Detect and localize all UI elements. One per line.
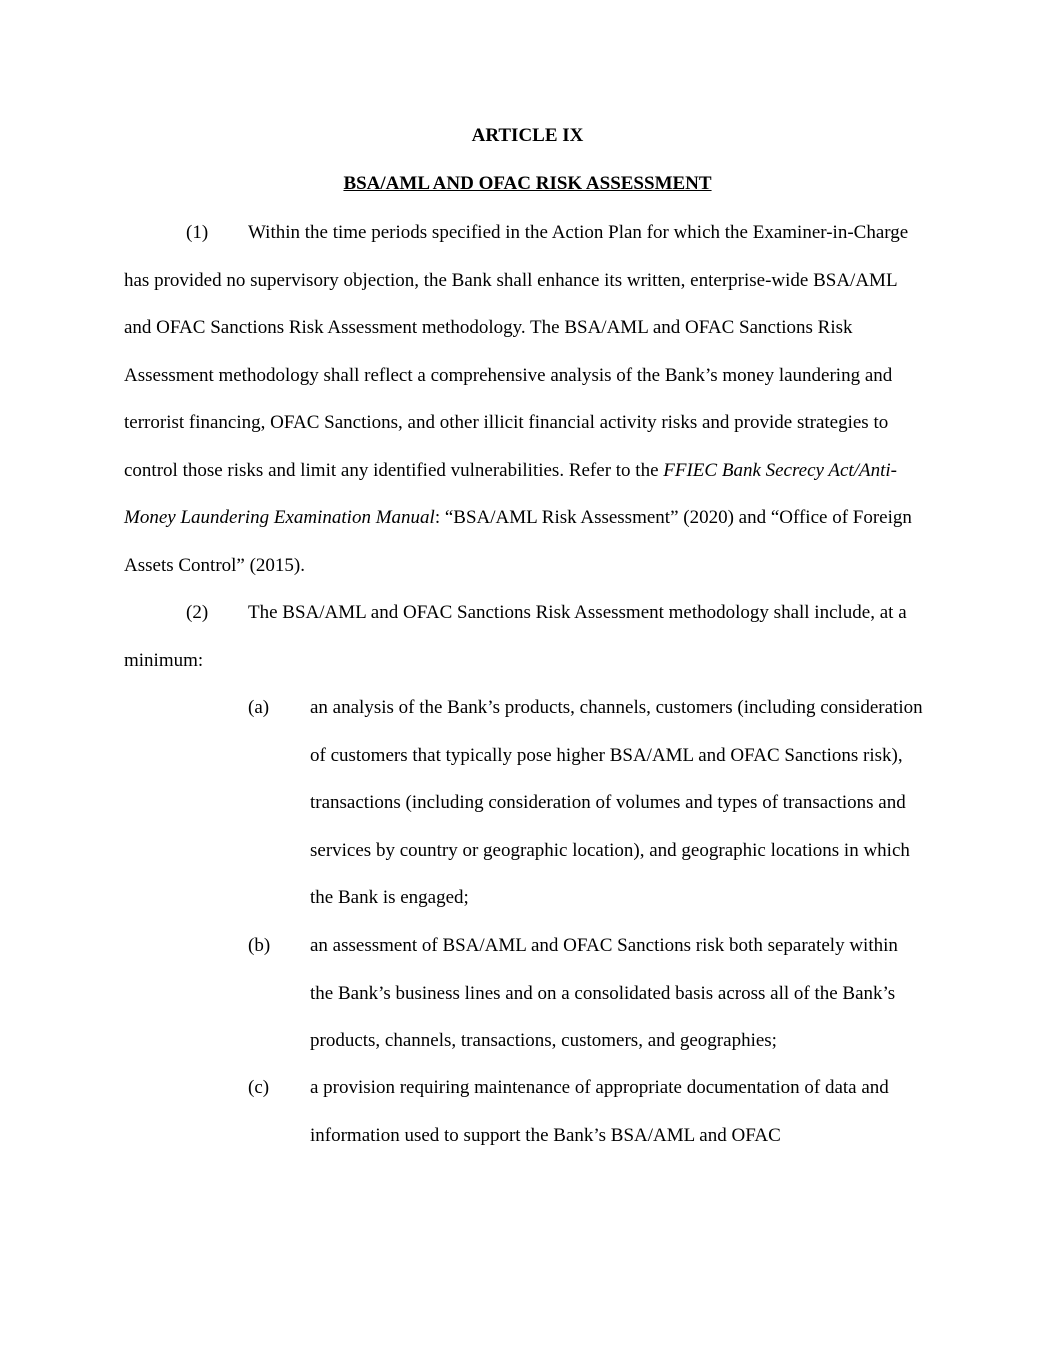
list-item-c <box>248 1064 924 1159</box>
list-item-a-label: (a) <box>248 697 270 718</box>
paragraph-1-text: Within the time periods specified in the Action Plan for which the Examiner-in-Charge has provided no supervisory objection, the Bank shall enhance its written, enterprise-wide BSA/AML and OFAC Sanctions Risk Assessment methodology. The BSA/AML and OFAC Sanctions Risk Assessment methodology shall reflect a comprehensive analysis of the Bank’s money laundering and terrorist financing, OFAC Sanctions, and other illicit financial activity risks and provide strategies to control those risks and limit any identified vulnerabilities. Refer to the <box>124 222 909 481</box>
list-item-c-text: a provision requiring maintenance of appropriate documentation of data and information used to support the Bank’s BSA/AML and OFAC <box>310 1077 889 1146</box>
article-title: ARTICLE IX <box>471 125 584 146</box>
paragraph-1-text-end: : “BSA/AML Risk Assessment” (2020) and “Office of Foreign Assets Control” (2015). <box>124 507 912 576</box>
list-item-c-label: (c) <box>248 1077 270 1098</box>
list-item-a-text: an analysis of the Bank’s products, channels, customers (including consideration of customers that typically pose higher BSA/AML and OFAC Sanctions risk), transactions (including consideration of volumes and types of transactions and services by country or geographic location), and geographic locations in which the Bank is engaged; <box>310 697 923 908</box>
paragraph-2 <box>124 589 924 684</box>
paragraph-2-text: The BSA/AML and OFAC Sanctions Risk Assessment methodology shall include, at a minimum: <box>124 602 907 671</box>
list-item-b <box>248 922 924 1065</box>
section-title: BSA/AML AND OFAC RISK ASSESSMENT <box>343 173 712 194</box>
list-item-b-text: an assessment of BSA/AML and OFAC Sanctions risk both separately within the Bank’s business lines and on a consolidated basis across all of the Bank’s products, channels, transactions, customers, and geographies; <box>310 935 898 1051</box>
list-item-a <box>248 684 924 922</box>
list-item-b-label: (b) <box>248 935 271 956</box>
paragraph-1-number: (1) <box>186 222 209 243</box>
paragraph-2-number: (2) <box>186 602 209 623</box>
paragraph-1-manual-title: FFIEC Bank Secrecy Act/Anti-Money Laundering Examination Manual <box>124 459 897 528</box>
paragraph-1 <box>124 209 924 589</box>
